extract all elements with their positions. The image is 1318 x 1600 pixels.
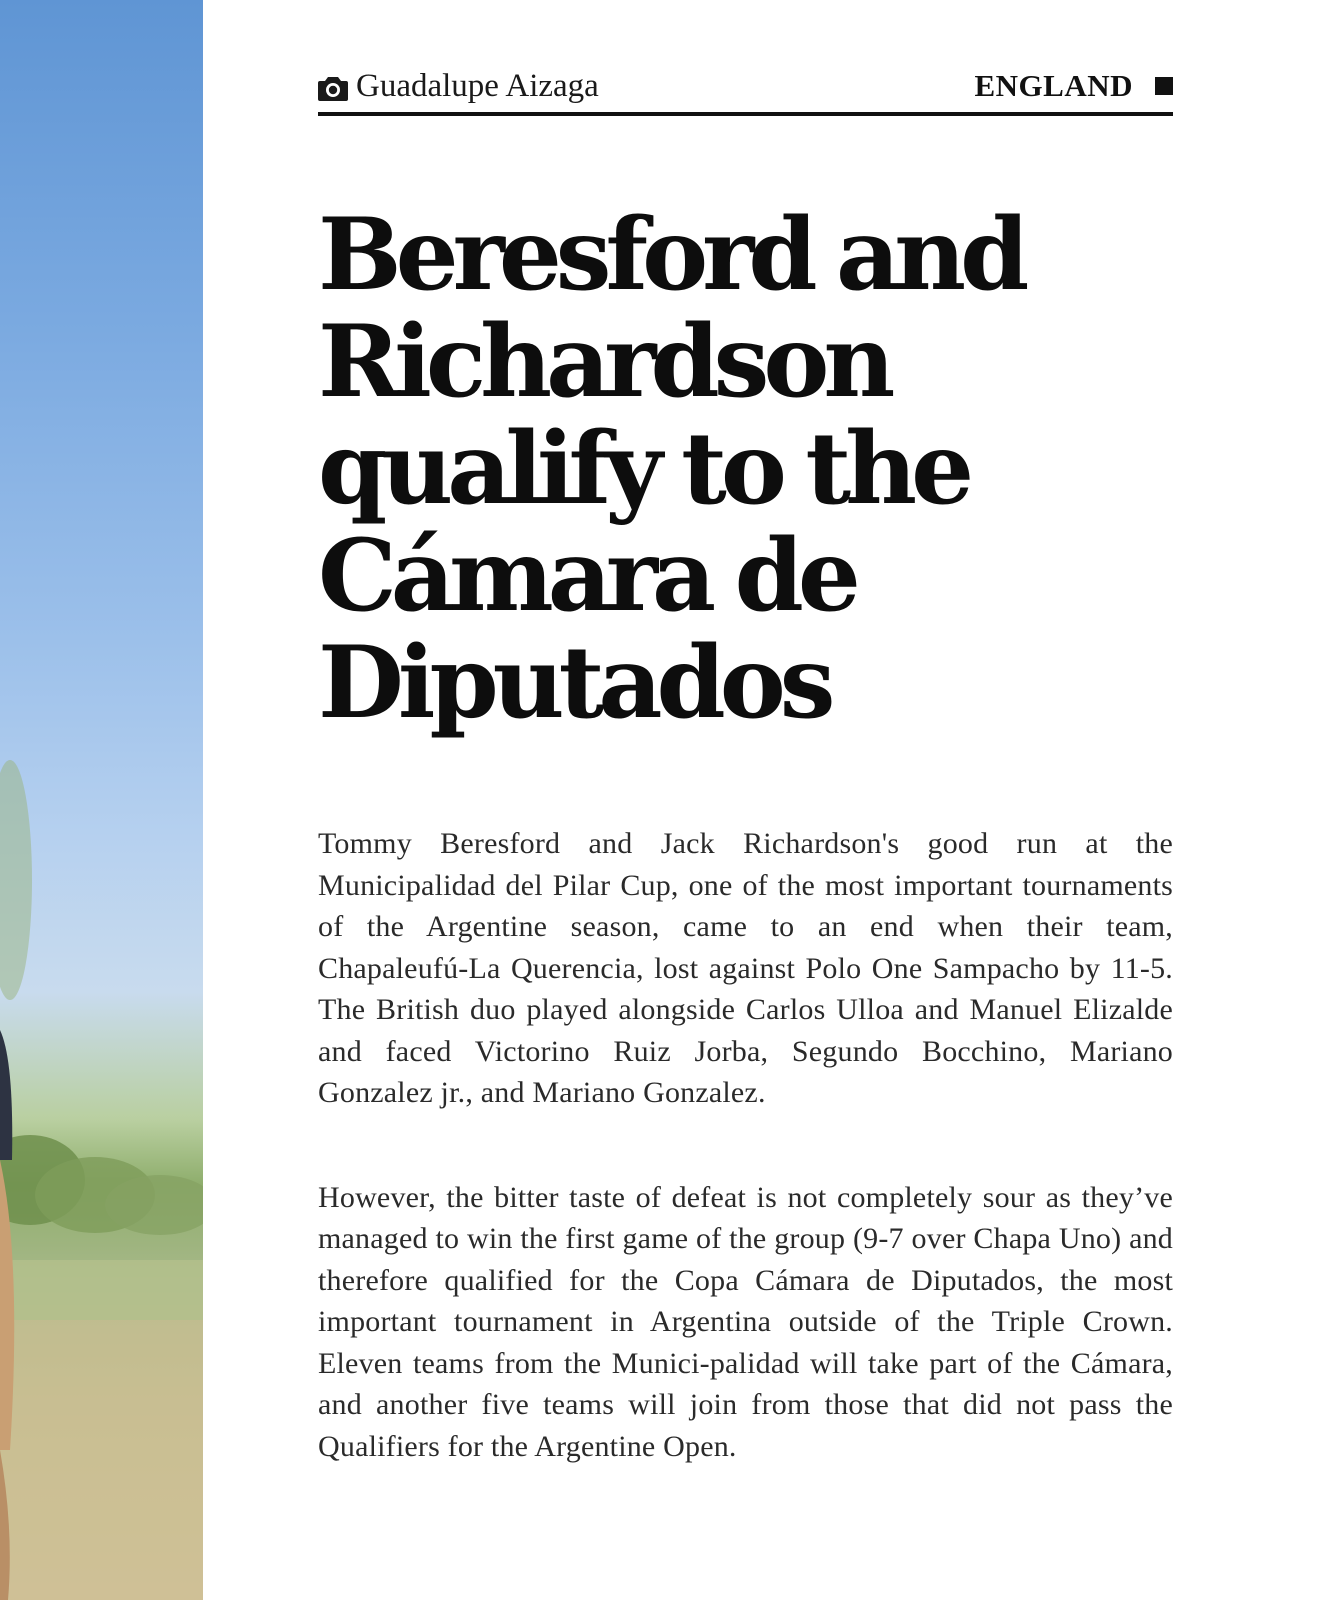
camera-icon	[318, 73, 348, 99]
square-icon	[1155, 77, 1173, 95]
article-column	[318, 60, 1173, 1467]
photo-credit	[318, 68, 599, 105]
article-paragraph-2: However, the bitter taste of defeat is not completely sour as they’ve managed to win the first game of the group (9-7 over Chapa Uno) and therefore qualified for the Copa Cámara de Diputados, the most important tournament in Argentina outside of the Triple Crown. Eleven teams from the Munici-palidad will take part of the Cámara, and another five teams will join from those that did not pass the Qualifiers for the Argentine Open.	[318, 1180, 1173, 1463]
section-label	[974, 68, 1173, 104]
photo-credit-name: Guadalupe Aizaga	[356, 67, 599, 104]
article-header	[318, 60, 1173, 116]
photo-scenery	[0, 0, 203, 1600]
cover-photo-strip	[0, 0, 203, 1600]
article-paragraph-1: Tommy Beresford and Jack Richardson's good run at the Municipalidad del Pilar Cup, one of the most important tournaments of the Argentine season, came to an end when their team, Chapaleufú-La Querencia, lost against Polo One Sampacho by 11-5. The British duo played alongside Carlos Ulloa and Manuel Elizalde and faced Victorino Ruiz Jorba, Segundo Bocchino, Mariano Gonzalez jr., and Mariano Gonzalez.	[318, 827, 1173, 1109]
article-headline: Beresford and Richardson qualify to the Cámara de Diputados	[318, 197, 1024, 741]
section-label-text: ENGLAND	[974, 68, 1133, 103]
